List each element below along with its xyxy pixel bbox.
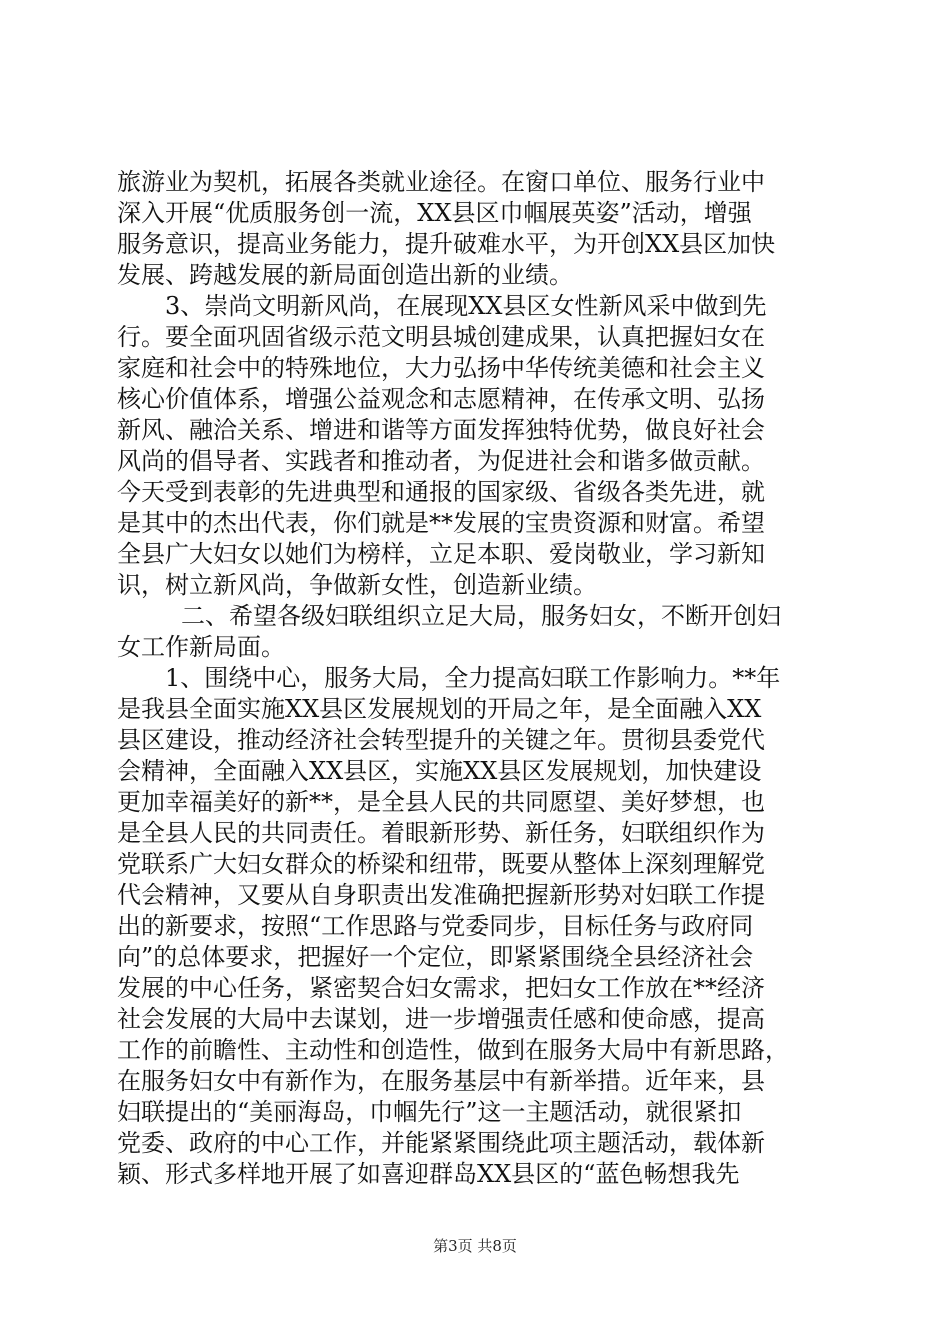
text-line: 风尚的倡导者、实践者和推动者，为促进社会和谐多做贡献。 [117,447,765,475]
text-line: 发展的中心任务，紧密契合妇女需求，把妇女工作放在**经济 [117,974,765,1002]
text-line: 妇联提出的“美丽海岛，巾帼先行”这一主题活动，就很紧扣 [117,1098,742,1126]
text-line: 是其中的杰出代表，你们就是**发展的宝贵资源和财富。希望 [117,509,765,537]
paragraph-start-line: 3、崇尚文明新风尚，在展现XX县区女性新风采中做到先 [165,292,767,320]
section-heading-line: 二、希望各级妇联组织立足大局，服务妇女，不断开创妇 [181,602,781,630]
text-line: 工作的前瞻性、主动性和创造性，做到在服务大局中有新思路， [117,1036,789,1064]
text-line: 全县广大妇女以她们为榜样，立足本职、爱岗敬业，学习新知 [117,540,765,568]
text-line: 党联系广大妇女群众的桥梁和纽带，既要从整体上深刻理解党 [117,850,765,878]
text-line: 旅游业为契机，拓展各类就业途径。在窗口单位、服务行业中 [117,168,765,196]
text-line: 向”的总体要求，把握好一个定位，即紧紧围绕全县经济社会 [117,943,754,971]
text-line: 更加幸福美好的新**，是全县人民的共同愿望、美好梦想，也 [117,788,765,816]
paragraph-start-line: 1、围绕中心，服务大局，全力提高妇联工作影响力。**年 [165,664,781,692]
text-line: 核心价值体系，增强公益观念和志愿精神，在传承文明、弘扬 [117,385,765,413]
text-line: 深入开展“优质服务创一流，XX县区巾帼展英姿”活动，增强 [117,199,752,227]
text-line: 识，树立新风尚，争做新女性，创造新业绩。 [117,571,597,599]
text-line: 在服务妇女中有新作为，在服务基层中有新举措。近年来，县 [117,1067,765,1095]
page-number: 第3页 共8页 [433,1237,517,1255]
text-line: 家庭和社会中的特殊地位，大力弘扬中华传统美德和社会主义 [117,354,765,382]
text-line: 是全县人民的共同责任。着眼新形势、新任务，妇联组织作为 [117,819,765,847]
text-line: 新风、融洽关系、增进和谐等方面发挥独特优势，做良好社会 [117,416,765,444]
text-line: 党委、政府的中心工作，并能紧紧围绕此项主题活动，载体新 [117,1129,765,1157]
text-line: 今天受到表彰的先进典型和通报的国家级、省级各类先进，就 [117,478,765,506]
text-line: 出的新要求，按照“工作思路与党委同步，目标任务与政府同 [117,912,754,940]
text-line: 服务意识，提高业务能力，提升破难水平，为开创XX县区加快 [117,230,776,258]
text-line: 行。要全面巩固省级示范文明县城创建成果，认真把握妇女在 [117,323,765,351]
text-line: 会精神，全面融入XX县区，实施XX县区发展规划，加快建设 [117,757,762,785]
text-line: 是我县全面实施XX县区发展规划的开局之年，是全面融入XX [117,695,762,723]
text-line: 女工作新局面。 [117,633,285,661]
text-line: 颖、形式多样地开展了如喜迎群岛XX县区的“蓝色畅想我先 [117,1160,740,1188]
text-line: 代会精神，又要从自身职责出发准确把握新形势对妇联工作提 [117,881,765,909]
text-line: 社会发展的大局中去谋划，进一步增强责任感和使命感，提高 [117,1005,765,1033]
text-line: 发展、跨越发展的新局面创造出新的业绩。 [117,261,573,289]
page-footer [0,1236,950,1256]
text-line: 县区建设，推动经济社会转型提升的关键之年。贯彻县委党代 [117,726,765,754]
